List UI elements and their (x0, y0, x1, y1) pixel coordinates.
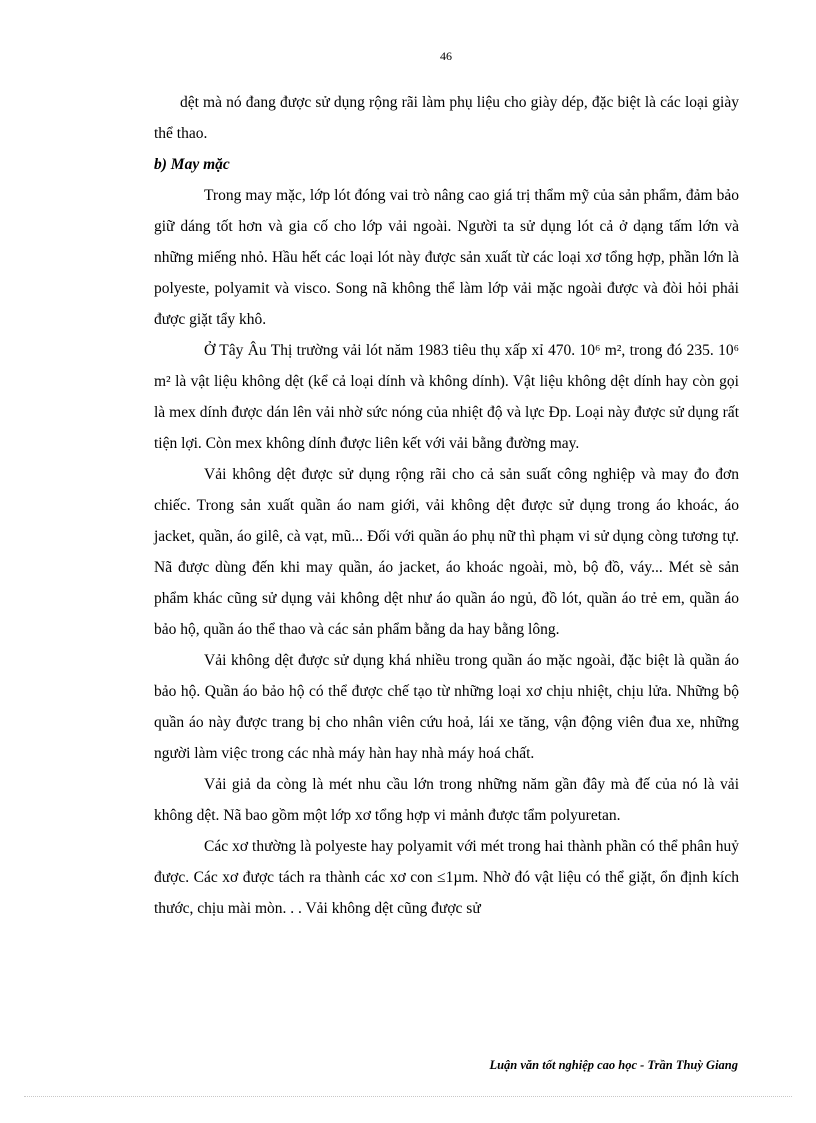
section-heading: b) May mặc (154, 156, 230, 173)
body-text (154, 87, 739, 924)
paragraph: Vải không dệt được sử dụng khá nhiều trong quần áo mặc ngoài, đặc biệt là quần áo bảo hộ. Quần áo bảo hộ có thể được chế tạo từ những loại xơ chịu nhiệt, chịu lửa. Những bộ quần áo này được trang bị cho nhân viên cứu hoả, lái xe tăng, vận động viên đua xe, những người làm việc trong các nhà máy hàn hay nhà máy hoá chất. (154, 652, 739, 762)
paragraph: Các xơ thường là polyeste hay polyamit với mét trong hai thành phần có thể phân huỷ được. Các xơ được tách ra thành các xơ con ≤1µm. Nhờ đó vật liệu có thể giặt, ổn định kích thước, chịu mài mòn. . . Vải không dệt cũng được sử (154, 838, 739, 917)
page-number: 46 (440, 49, 452, 63)
paragraph-continuation: dệt mà nó đang được sử dụng rộng rãi làm phụ liệu cho giày dép, đặc biệt là các loại giày thể thao. (154, 94, 739, 142)
paragraph: Vải không dệt được sử dụng rộng rãi cho cả sản suất công nghiệp và may đo đơn chiếc. Trong sản xuất quần áo nam giới, vải không dệt được sử dụng trong áo khoác, áo jacket, quần, áo gilê, cà vạt, mũ... Đối với quần áo phụ nữ thì phạm vi sử dụng còng tương tự. Nã được dùng đến khi may quần, áo jacket, áo khoác ngoài, mò, bộ đồ, váy... Mét sè sản phẩm khác cũng sử dụng vải không dệt như áo quần áo ngủ, đồ lót, quần áo trẻ em, quần áo bảo hộ, quần áo thể thao và các sản phẩm bằng da hay bằng lông. (154, 466, 739, 638)
paragraph: Trong may mặc, lớp lót đóng vai trò nâng cao giá trị thẩm mỹ của sản phẩm, đảm bảo giữ dáng tốt hơn và gia cố cho lớp vải ngoài. Người ta sử dụng lót cả ở dạng tấm lớn và những miếng nhỏ. Hầu hết các loại lót này được sản xuất từ các loại xơ tổng hợp, phần lớn là polyeste, polyamit và visco. Song nã không thể làm lớp vải mặc ngoài được và đòi hỏi phải được giặt tẩy khô. (154, 187, 739, 328)
page-footer: Luận văn tốt nghiệp cao học - Trần Thuỳ Giang (489, 1058, 738, 1072)
paragraph: Vải giả da còng là mét nhu cầu lớn trong những năm gần đây mà đế của nó là vải không dệt. Nã bao gồm một lớp xơ tổng hợp vi mảnh được tẩm polyuretan. (154, 776, 739, 824)
paragraph: Ở Tây Âu Thị trường vải lót năm 1983 tiêu thụ xấp xỉ 470. 10⁶ m², trong đó 235. 10⁶ m² là vật liệu không dệt (kể cả loại dính và không dính). Vật liệu không dệt dính hay còn gọi là mex dính được dán lên vải nhờ sức nóng của nhiệt độ và lực Ðp. Loại này được sử dụng rất tiện lợi. Còn mex không dính được liên kết với vải bằng đường may. (154, 342, 739, 452)
bottom-divider (24, 1096, 792, 1097)
